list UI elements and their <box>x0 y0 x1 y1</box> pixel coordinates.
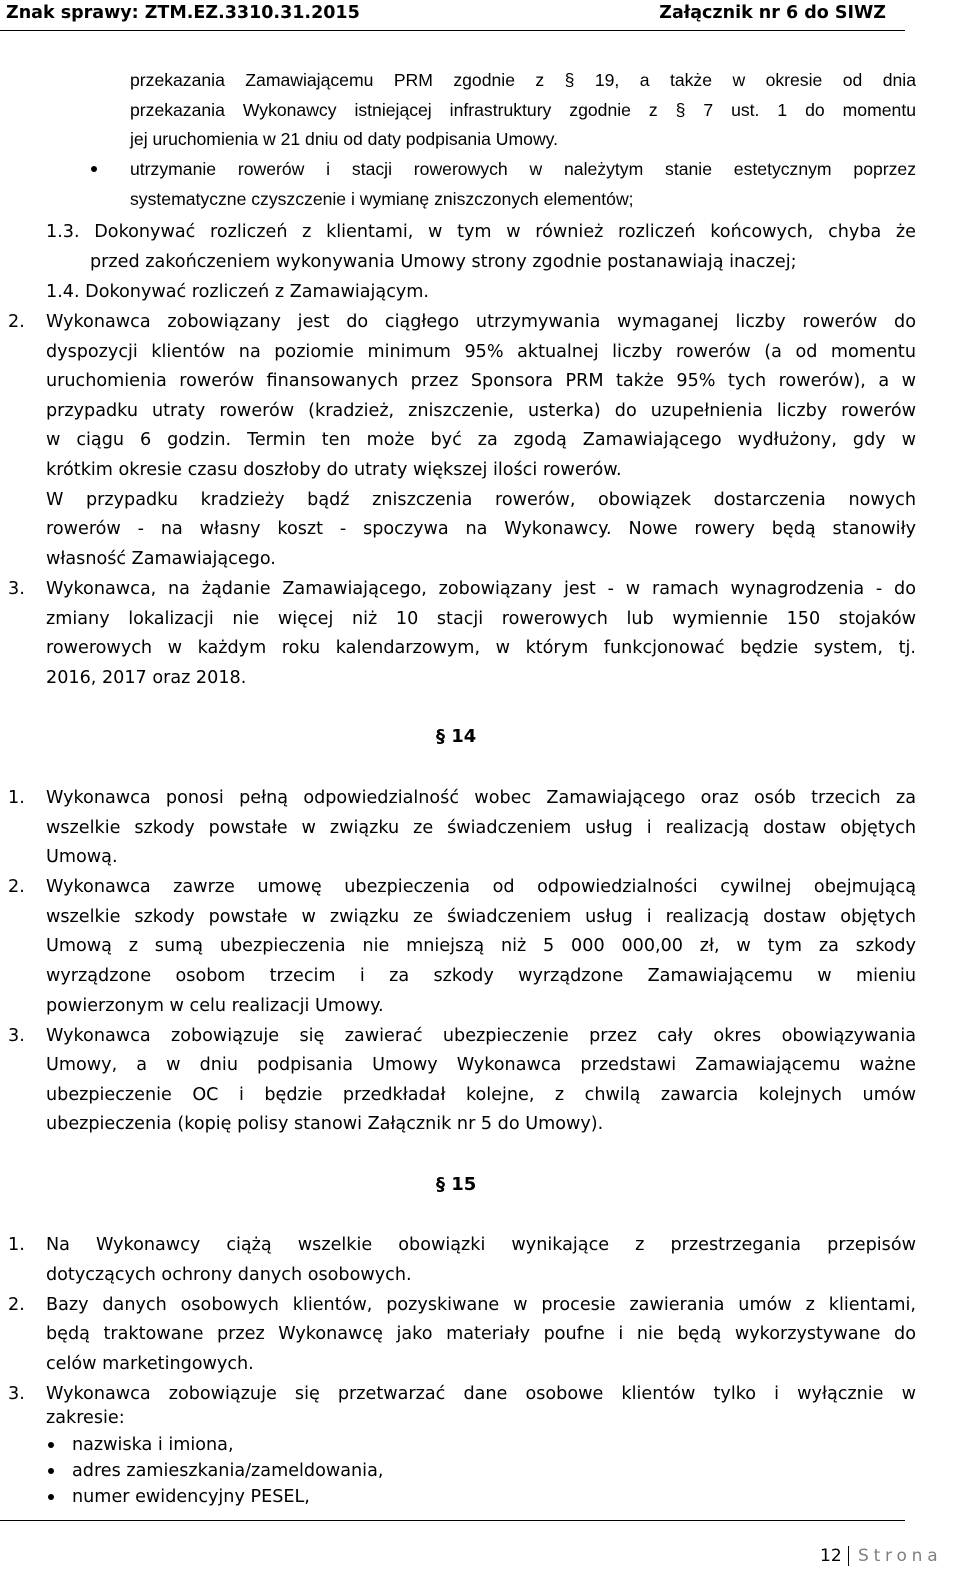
text-line: będą traktowane przez Wykonawcę jako materiały poufne i nie będą wykorzystywane do <box>46 1324 916 1344</box>
text-line: własność Zamawiającego. <box>46 549 276 569</box>
text-line: Na Wykonawcy ciążą wszelkie obowiązki wynikające z przestrzegania przepisów <box>46 1235 916 1255</box>
text-line: ubezpieczenia (kopię polisy stanowi Załącznik nr 5 do Umowy). <box>46 1114 604 1134</box>
text-line: dyspozycji klientów na poziomie minimum 95% aktualnej liczby rowerów (a od momentu <box>46 342 916 362</box>
text-line: jej uruchomienia w 21 dniu od daty podpisania Umowy. <box>130 129 559 149</box>
case-number: Znak sprawy: ZTM.EZ.3310.31.2015 <box>6 3 360 23</box>
text-line: przekazania Zamawiającemu PRM zgodnie z § 19, a także w okresie od dnia <box>130 70 916 90</box>
text-line: Umowy, a w dniu podpisania Umowy Wykonawca przedstawi Zamawiającemu ważne <box>46 1055 916 1075</box>
text-line: systematyczne czyszczenie i wymianę zniszczonych elementów; <box>130 189 634 209</box>
header-divider <box>0 30 905 31</box>
text-line: W przypadku kradzieży bądź zniszczenia rowerów, obowiązek dostarczenia nowych <box>46 490 916 510</box>
list-number: 1. <box>8 788 25 808</box>
text-line: przypadku utraty rowerów (kradzież, zniszczenie, usterka) do uzupełnienia liczby rowerów <box>46 401 916 421</box>
text-line: Bazy danych osobowych klientów, pozyskiwane w procesie zawierania umów z klientami, <box>46 1295 916 1315</box>
bullet-icon <box>48 1468 54 1474</box>
text-line: krótkim okresie czasu doszłoby do utraty większej ilości rowerów. <box>46 460 622 480</box>
footer-divider <box>0 1520 905 1521</box>
text-line: przed zakończeniem wykonywania Umowy strony zgodnie postanawiają inaczej; <box>90 252 797 272</box>
text-line: w ciągu 6 godzin. Termin ten może być za zgodą Zamawiającego wydłużony, gdy w <box>46 430 916 450</box>
list-number: 2. <box>8 1295 25 1315</box>
text-line: rowerów - na własny koszt - spoczywa na Wykonawcy. Nowe rowery będą stanowiły <box>46 519 916 539</box>
list-number: 2. <box>8 312 25 332</box>
list-item: nazwiska i imiona, <box>72 1435 234 1455</box>
text-line: 1.4. Dokonywać rozliczeń z Zamawiającym. <box>46 282 430 302</box>
text-line: 2016, 2017 oraz 2018. <box>46 668 247 688</box>
text-line: dotyczących ochrony danych osobowych. <box>46 1265 412 1285</box>
text-line: wyrządzone osobom trzecim i za szkody wyrządzone Zamawiającemu w mieniu <box>46 966 916 986</box>
list-item: numer ewidencyjny PESEL, <box>72 1487 310 1507</box>
text-line: Wykonawca zobowiązuje się zawierać ubezpieczenie przez cały okres obowiązywania <box>46 1026 916 1046</box>
text-line: Wykonawca zawrze umowę ubezpieczenia od odpowiedzialności cywilnej obejmującą <box>46 877 916 897</box>
text-line: powierzonym w celu realizacji Umowy. <box>46 996 384 1016</box>
page-header <box>0 0 960 50</box>
footer-separator <box>848 1546 849 1566</box>
text-line: Wykonawca, na żądanie Zamawiającego, zobowiązany jest - w ramach wynagrodzenia - do <box>46 579 916 599</box>
list-number: 2. <box>8 877 25 897</box>
text-line: utrzymanie rowerów i stacji rowerowych w należytym stanie estetycznym poprzez <box>130 159 916 179</box>
text-line: Umową z sumą ubezpieczenia nie mniejszą niż 5 000 000,00 zł, w tym za szkody <box>46 936 916 956</box>
section-heading: § 15 <box>436 1174 477 1195</box>
page-label: Strona <box>858 1546 943 1566</box>
text-line: rowerowych w każdym roku kalendarzowym, w którym funkcjonować będzie system, tj. <box>46 638 916 658</box>
text-line: ubezpieczenie OC i będzie przedkładał kolejne, z chwilą zawarcia kolejnych umów <box>46 1085 916 1105</box>
text-line: zmiany lokalizacji nie więcej niż 10 stacji rowerowych lub wymiennie 150 stojaków <box>46 609 916 629</box>
text-line: wszelkie szkody powstałe w związku ze świadczeniem usług i realizacją dostaw objętych <box>46 818 916 838</box>
text-line: Umową. <box>46 847 118 867</box>
list-number: 3. <box>8 579 25 599</box>
bullet-icon <box>48 1442 54 1448</box>
list-item: adres zamieszkania/zameldowania, <box>72 1461 384 1481</box>
bullet-icon <box>91 166 97 172</box>
list-number: 3. <box>8 1026 25 1046</box>
list-number: 3. <box>8 1384 25 1404</box>
text-line: uruchomienia rowerów finansowanych przez Sponsora PRM także 95% tych rowerów), a w <box>46 371 916 391</box>
text-line: Wykonawca zobowiązuje się przetwarzać dane osobowe klientów tylko i wyłącznie w <box>46 1384 916 1404</box>
text-line: Wykonawca ponosi pełną odpowiedzialność wobec Zamawiającego oraz osób trzecich za <box>46 788 916 808</box>
page-number: 12 <box>820 1546 842 1566</box>
bullet-icon <box>48 1494 54 1500</box>
text-line: zakresie: <box>46 1408 125 1428</box>
attachment-label: Załącznik nr 6 do SIWZ <box>659 3 886 23</box>
section-heading: § 14 <box>436 726 477 747</box>
text-line: 1.3. Dokonywać rozliczeń z klientami, w tym w również rozliczeń końcowych, chyba że <box>46 222 916 242</box>
text-line: Wykonawca zobowiązany jest do ciągłego utrzymywania wymaganej liczby rowerów do <box>46 312 916 332</box>
text-line: wszelkie szkody powstałe w związku ze świadczeniem usług i realizacją dostaw objętych <box>46 907 916 927</box>
text-line: celów marketingowych. <box>46 1354 254 1374</box>
list-number: 1. <box>8 1235 25 1255</box>
text-line: przekazania Wykonawcy istniejącej infrastruktury zgodnie z § 7 ust. 1 do momentu <box>130 100 916 120</box>
